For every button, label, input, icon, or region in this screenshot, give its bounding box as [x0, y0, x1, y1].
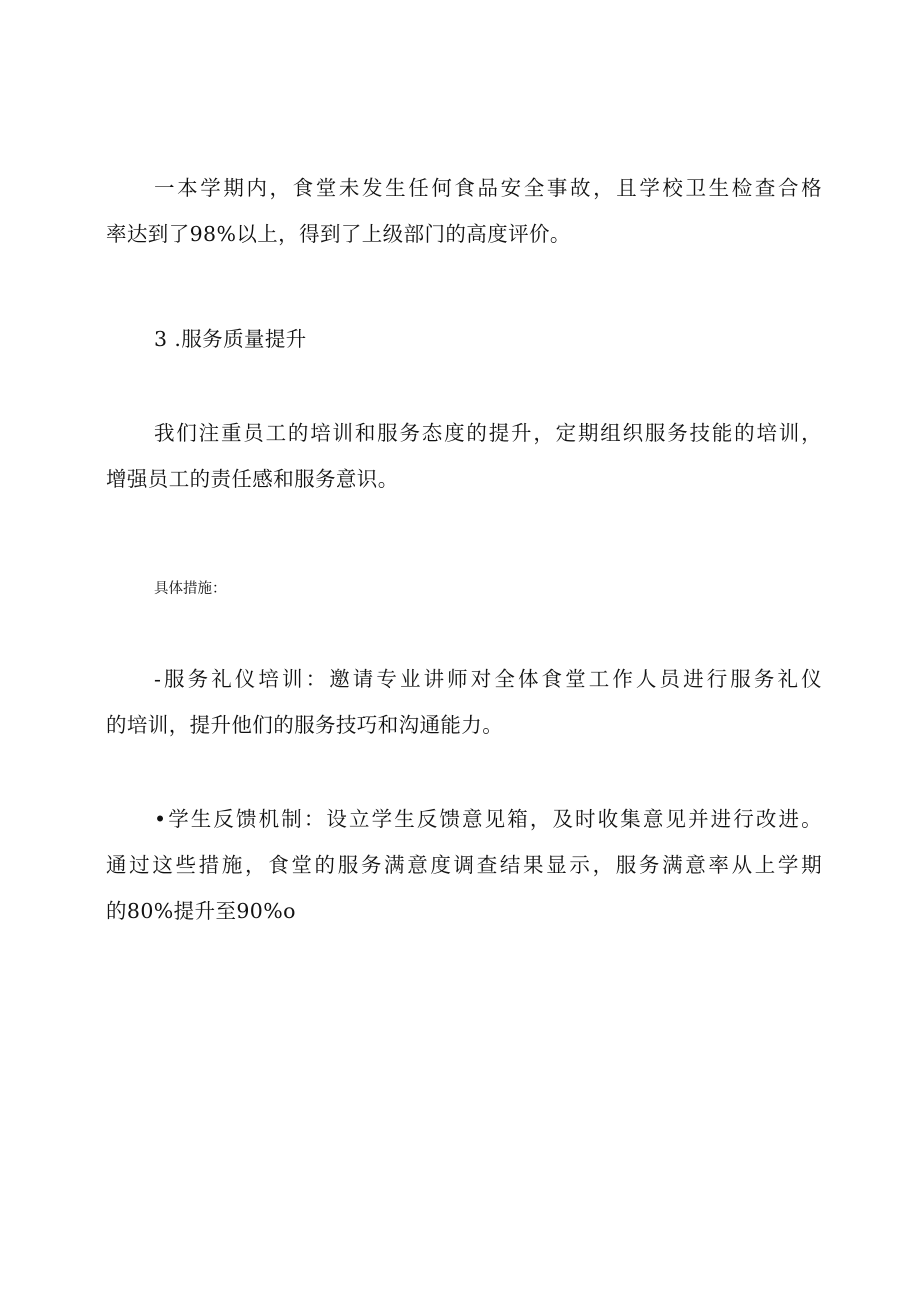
- measure-item-feedback-mechanism: [106, 796, 822, 934]
- section-heading: [106, 316, 822, 362]
- measure-line: 的培训，提升他们的服务技巧和沟通能力。: [106, 713, 504, 737]
- paragraph-line: 一本学期内，食堂未发生任何食品安全事故，且学校卫生检查合格: [154, 176, 822, 200]
- paragraph-line: 我们注重员工的培训和服务态度的提升，定期组织服务技能的培训，: [154, 421, 822, 445]
- measure-item-etiquette-training: [106, 656, 822, 748]
- measures-label: 具体措施：: [154, 581, 227, 597]
- paragraph-line: 增强员工的责任感和服务意识。: [106, 467, 399, 491]
- measure-line: 的80%提升至90%o: [106, 899, 296, 923]
- measure-line: 通过这些措施，食堂的服务满意度调查结果显示，服务满意率从上学期: [106, 853, 822, 877]
- measure-line: •学生反馈机制：设立学生反馈意见箱，及时收集意见并进行改进。: [154, 807, 822, 831]
- paragraph-line: 率达到了98%以上，得到了上级部门的高度评价。: [106, 222, 571, 246]
- section-heading-text: 3 .服务质量提升: [154, 327, 307, 351]
- paragraph-food-safety: [106, 165, 822, 257]
- measure-line: -服务礼仪培训：邀请专业讲师对全体食堂工作人员进行服务礼仪: [154, 667, 822, 691]
- paragraph-service-training: [106, 410, 822, 502]
